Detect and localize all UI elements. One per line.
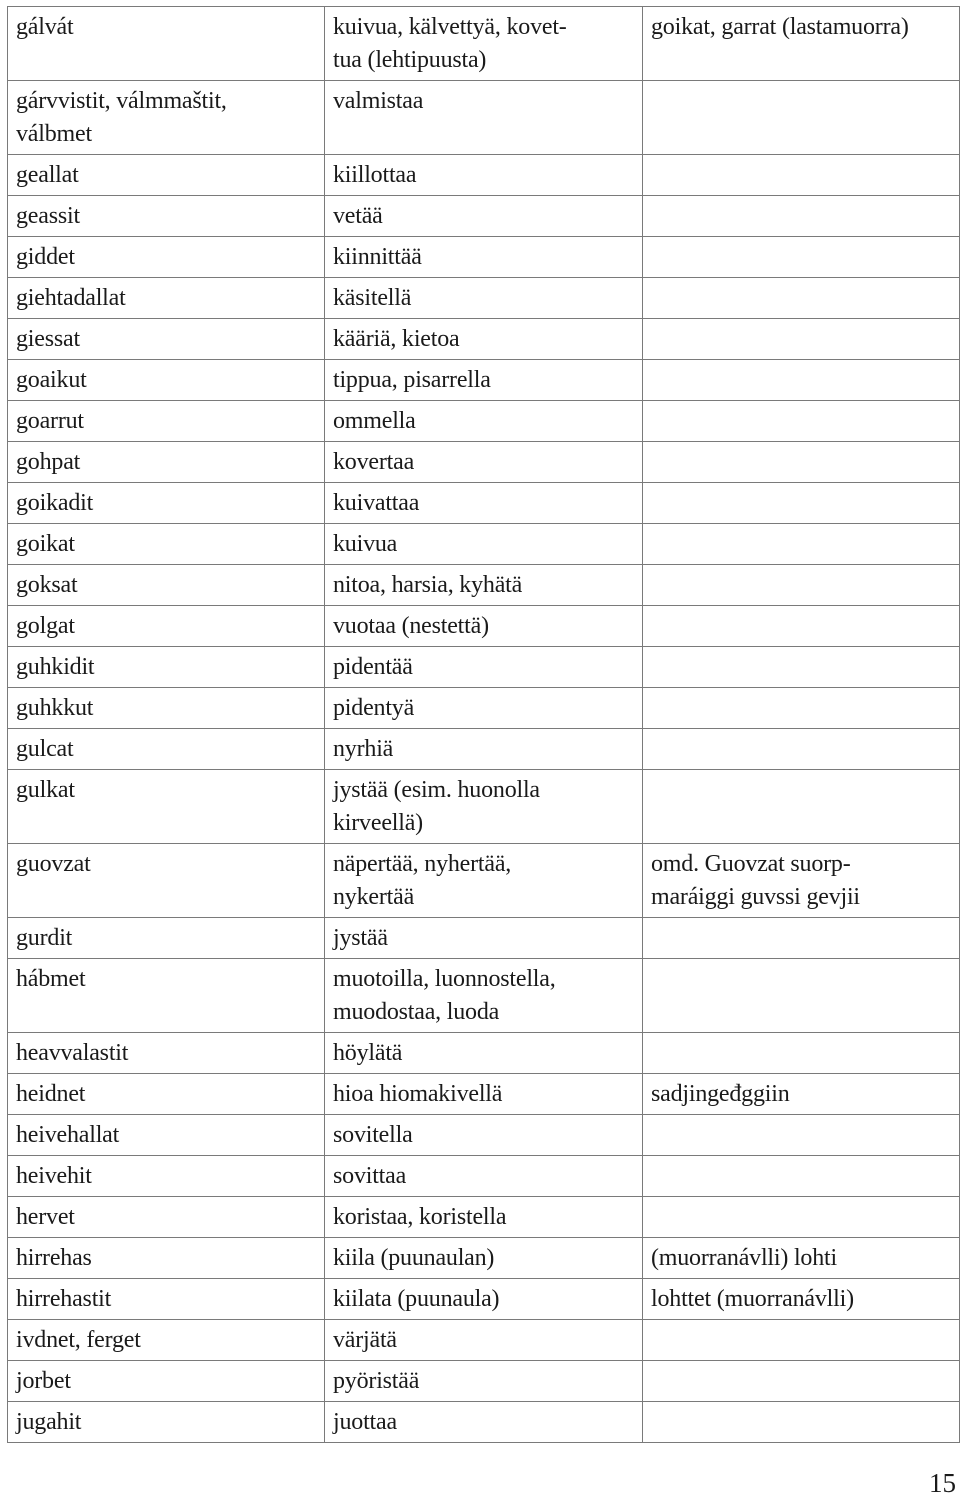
table-row <box>8 1197 960 1238</box>
table-row <box>8 1074 960 1115</box>
sami-term-cell: guhkidit <box>8 647 325 688</box>
sami-term-cell: hirrehas <box>8 1238 325 1279</box>
example-note-cell <box>643 1156 960 1197</box>
sami-term-cell: heidnet <box>8 1074 325 1115</box>
finnish-translation-cell: tippua, pisarrella <box>325 360 643 401</box>
finnish-translation-cell: pidentää <box>325 647 643 688</box>
sami-term-cell: giehtadallat <box>8 278 325 319</box>
sami-term-cell: gulcat <box>8 729 325 770</box>
example-note-cell <box>643 1320 960 1361</box>
example-note-cell: goikat, garrat (lastamuorra) <box>643 7 960 81</box>
finnish-translation-cell: kiillottaa <box>325 155 643 196</box>
table-row <box>8 770 960 844</box>
finnish-translation-cell: muotoilla, luonnostella, muodostaa, luoda <box>325 959 643 1033</box>
sami-term-cell: goarrut <box>8 401 325 442</box>
finnish-translation-cell: kuivua, kälvettyä, kovet- tua (lehtipuusta) <box>325 7 643 81</box>
example-note-cell <box>643 319 960 360</box>
sami-term-cell: heavvalastit <box>8 1033 325 1074</box>
table-row <box>8 81 960 155</box>
table-row <box>8 1033 960 1074</box>
example-note-cell <box>643 688 960 729</box>
example-note-cell <box>643 401 960 442</box>
sami-term-cell: heivehit <box>8 1156 325 1197</box>
example-note-cell <box>643 565 960 606</box>
sami-term-cell: giddet <box>8 237 325 278</box>
finnish-translation-cell: sovittaa <box>325 1156 643 1197</box>
sami-term-cell: heivehallat <box>8 1115 325 1156</box>
glossary-table <box>7 6 960 1443</box>
finnish-translation-cell: sovitella <box>325 1115 643 1156</box>
finnish-translation-cell: ommella <box>325 401 643 442</box>
finnish-translation-cell: kääriä, kietoa <box>325 319 643 360</box>
table-row <box>8 1156 960 1197</box>
table-row <box>8 278 960 319</box>
finnish-translation-cell: näpertää, nyhertää, nykertää <box>325 844 643 918</box>
example-note-cell <box>643 770 960 844</box>
table-row <box>8 1402 960 1443</box>
example-note-cell: (muorranávlli) lohti <box>643 1238 960 1279</box>
finnish-translation-cell: kiilata (puunaula) <box>325 1279 643 1320</box>
finnish-translation-cell: pyöristää <box>325 1361 643 1402</box>
table-row <box>8 7 960 81</box>
sami-term-cell: ivdnet, ferget <box>8 1320 325 1361</box>
table-row <box>8 196 960 237</box>
example-note-cell <box>643 81 960 155</box>
table-row <box>8 524 960 565</box>
finnish-translation-cell: kuivattaa <box>325 483 643 524</box>
sami-term-cell: gulkat <box>8 770 325 844</box>
finnish-translation-cell: nyrhiä <box>325 729 643 770</box>
sami-term-cell: hirrehastit <box>8 1279 325 1320</box>
table-row <box>8 483 960 524</box>
table-row <box>8 688 960 729</box>
table-row <box>8 1115 960 1156</box>
finnish-translation-cell: hioa hiomakivellä <box>325 1074 643 1115</box>
finnish-translation-cell: jystää <box>325 918 643 959</box>
example-note-cell: lohttet (muorranávlli) <box>643 1279 960 1320</box>
table-row <box>8 565 960 606</box>
sami-term-cell: gohpat <box>8 442 325 483</box>
example-note-cell <box>643 196 960 237</box>
finnish-translation-cell: nitoa, harsia, kyhätä <box>325 565 643 606</box>
page-number: 15 <box>929 1468 956 1498</box>
finnish-translation-cell: jystää (esim. huonolla kirveellä) <box>325 770 643 844</box>
example-note-cell <box>643 729 960 770</box>
sami-term-cell: gárvvistit, válmmaštit, válbmet <box>8 81 325 155</box>
table-row <box>8 1279 960 1320</box>
sami-term-cell: goikat <box>8 524 325 565</box>
example-note-cell <box>643 1115 960 1156</box>
table-row <box>8 319 960 360</box>
example-note-cell <box>643 360 960 401</box>
finnish-translation-cell: vetää <box>325 196 643 237</box>
example-note-cell <box>643 237 960 278</box>
example-note-cell <box>643 278 960 319</box>
example-note-cell <box>643 959 960 1033</box>
table-row <box>8 606 960 647</box>
table-row <box>8 647 960 688</box>
finnish-translation-cell: kiila (puunaulan) <box>325 1238 643 1279</box>
sami-term-cell: jorbet <box>8 1361 325 1402</box>
table-row <box>8 442 960 483</box>
example-note-cell: omd. Guovzat suorp- maráiggi guvssi gevjii <box>643 844 960 918</box>
example-note-cell <box>643 1361 960 1402</box>
table-row <box>8 1320 960 1361</box>
finnish-translation-cell: vuotaa (nestettä) <box>325 606 643 647</box>
table-row <box>8 729 960 770</box>
example-note-cell <box>643 524 960 565</box>
example-note-cell <box>643 606 960 647</box>
example-note-cell <box>643 647 960 688</box>
table-row <box>8 918 960 959</box>
table-row <box>8 360 960 401</box>
sami-term-cell: guhkkut <box>8 688 325 729</box>
finnish-translation-cell: kiinnittää <box>325 237 643 278</box>
sami-term-cell: goaikut <box>8 360 325 401</box>
sami-term-cell: hábmet <box>8 959 325 1033</box>
table-row <box>8 1361 960 1402</box>
finnish-translation-cell: kovertaa <box>325 442 643 483</box>
glossary-table-body <box>8 7 960 1443</box>
finnish-translation-cell: kuivua <box>325 524 643 565</box>
example-note-cell <box>643 483 960 524</box>
table-row <box>8 959 960 1033</box>
table-row <box>8 155 960 196</box>
sami-term-cell: gálvát <box>8 7 325 81</box>
example-note-cell <box>643 1197 960 1238</box>
table-row <box>8 401 960 442</box>
table-row <box>8 844 960 918</box>
example-note-cell <box>643 155 960 196</box>
example-note-cell <box>643 442 960 483</box>
sami-term-cell: jugahit <box>8 1402 325 1443</box>
finnish-translation-cell: koristaa, koristella <box>325 1197 643 1238</box>
sami-term-cell: geassit <box>8 196 325 237</box>
sami-term-cell: geallat <box>8 155 325 196</box>
finnish-translation-cell: valmistaa <box>325 81 643 155</box>
finnish-translation-cell: pidentyä <box>325 688 643 729</box>
sami-term-cell: giessat <box>8 319 325 360</box>
example-note-cell: sadjingeđggiin <box>643 1074 960 1115</box>
table-row <box>8 1238 960 1279</box>
finnish-translation-cell: käsitellä <box>325 278 643 319</box>
example-note-cell <box>643 1402 960 1443</box>
sami-term-cell: guovzat <box>8 844 325 918</box>
table-row <box>8 237 960 278</box>
sami-term-cell: gurdit <box>8 918 325 959</box>
finnish-translation-cell: värjätä <box>325 1320 643 1361</box>
example-note-cell <box>643 918 960 959</box>
sami-term-cell: goksat <box>8 565 325 606</box>
sami-term-cell: goikadit <box>8 483 325 524</box>
example-note-cell <box>643 1033 960 1074</box>
finnish-translation-cell: juottaa <box>325 1402 643 1443</box>
finnish-translation-cell: höylätä <box>325 1033 643 1074</box>
sami-term-cell: hervet <box>8 1197 325 1238</box>
sami-term-cell: golgat <box>8 606 325 647</box>
